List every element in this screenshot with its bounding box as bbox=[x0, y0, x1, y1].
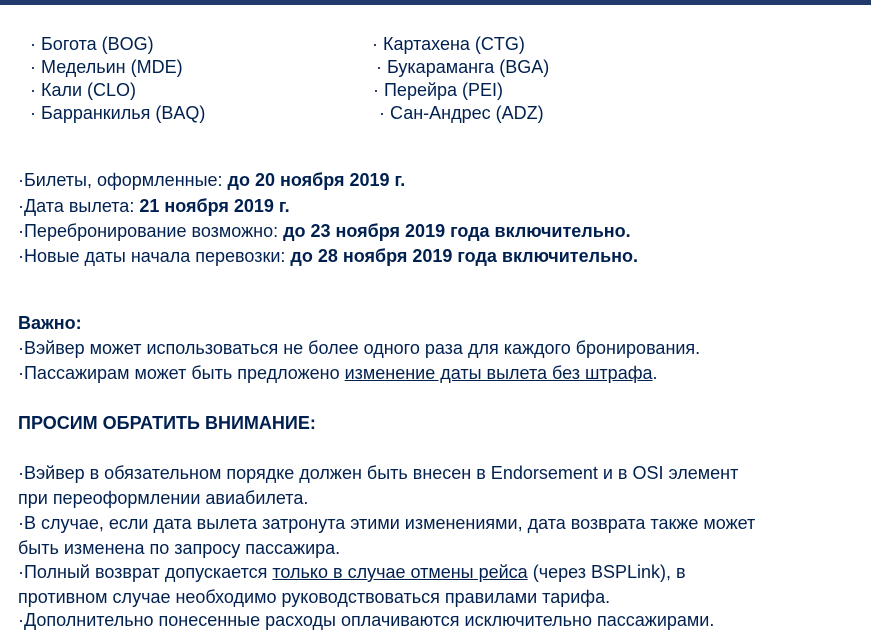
important-line-2: ·Пассажирам может быть предложено изменение даты вылета без штрафа. bbox=[18, 363, 658, 383]
date-rebooking: ·Перебронирование возможно: до 23 ноября 2019 года включительно. bbox=[18, 221, 631, 241]
no-penalty-link[interactable]: изменение даты вылета без штрафа bbox=[344, 363, 653, 383]
airport-bga: · Букараманга (BGA) bbox=[376, 57, 550, 77]
airport-ctg: · Картахена (CTG) bbox=[372, 34, 525, 54]
airport-mde: · Медельин (MDE) bbox=[30, 57, 183, 77]
airport-bog: · Богота (BOG) bbox=[30, 34, 154, 54]
airport-clo: · Кали (CLO) bbox=[30, 80, 137, 100]
airport-pei: · Перейра (PEI) bbox=[373, 80, 504, 100]
date-issued: ·Билеты, оформленные: до 20 ноября 2019 г. bbox=[18, 170, 406, 190]
date-departure: ·Дата вылета: 21 ноября 2019 г. bbox=[18, 196, 290, 216]
airport-adz: · Сан-Андрес (ADZ) bbox=[379, 103, 544, 123]
attention-p1-line-2: при переоформлении авиабилета. bbox=[18, 488, 309, 508]
important-line-1: ·Вэйвер может использоваться не более одного раза для каждого бронирования. bbox=[18, 338, 701, 358]
top-accent-bar bbox=[0, 0, 871, 5]
attention-p2-line-1: ·В случае, если дата вылета затронута этими изменениями, дата возврата также может bbox=[18, 513, 756, 533]
attention-p3-line-1: ·Полный возврат допускается только в случае отмены рейса (через BSPLink), в bbox=[18, 562, 686, 582]
date-new-travel: ·Новые даты начала перевозки: до 28 ноября 2019 года включительно. bbox=[18, 246, 639, 266]
important-heading: Важно: bbox=[18, 313, 82, 333]
flight-cancel-link[interactable]: только в случае отмены рейса bbox=[272, 562, 528, 582]
airport-baq: · Барранкилья (BAQ) bbox=[30, 103, 206, 123]
attention-p2-line-2: быть изменена по запросу пассажира. bbox=[18, 538, 341, 558]
attention-p3-line-2: противном случае необходимо руководствоваться правилами тарифа. bbox=[18, 587, 611, 607]
attention-heading: ПРОСИМ ОБРАТИТЬ ВНИМАНИЕ: bbox=[18, 413, 316, 433]
attention-p4: ·Дополнительно понесенные расходы оплачиваются исключительно пассажирами. bbox=[18, 610, 715, 630]
attention-p1-line-1: ·Вэйвер в обязательном порядке должен быть внесен в Endorsement и в OSI элемент bbox=[18, 463, 739, 483]
